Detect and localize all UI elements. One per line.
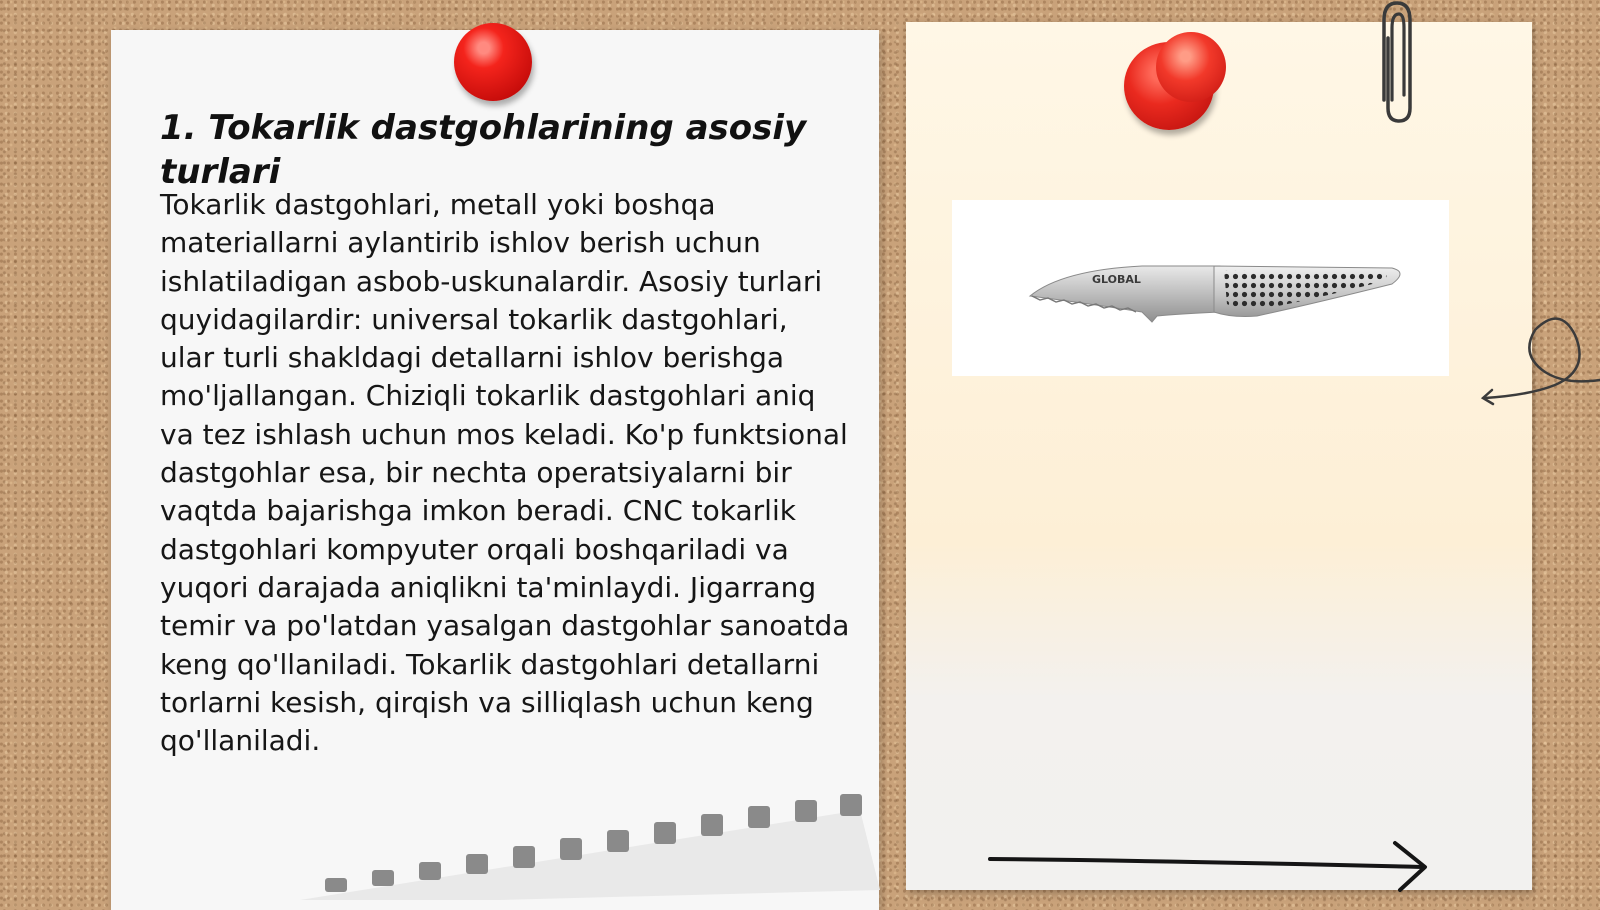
knife-brand-label: GLOBAL — [1092, 273, 1141, 286]
paperclip-icon — [1372, 0, 1422, 125]
slide-body-text: Tokarlik dastgohlari, metall yoki boshqa materiallarni aylantirib ishlov berish uchun ishlatiladigan asbob-uskunalardir. Asosiy turlari quyidagilardir: universal tokarlik dastgohlari, ular turli shakldagi detallarni ishlov berishga mo'ljallangan. Chiziqli tokarlik dastgohlari aniq va tez ishlash uchun mos keladi. Ko'p funktsional dastgohlar esa, bir nechta operatsiyalarni bir vaqtda bajarishga imkon beradi. CNC tokarlik dastgohlari kompyuter orqali boshqariladi va yuqori darajada aniqlikni ta'minlaydi. Jigarrang temir va po'latdan yasalgan dastgohlar sanoatda keng qo'llaniladi. Tokarlik dastgohlari detallarni torlarni kesish, qirqish va silliqlash uchun keng qo'llaniladi. — [160, 188, 850, 758]
loop-arrow-doodle-icon — [1480, 310, 1600, 410]
red-pushpin-icon — [454, 23, 532, 101]
right-arrow-doodle-icon — [985, 835, 1445, 895]
slide-title: 1. Tokarlik dastgohlarining asosiy turlari — [160, 108, 807, 192]
torn-tape-strip-icon — [300, 790, 890, 900]
right-paper-note — [906, 22, 1532, 890]
knife-image — [952, 200, 1449, 376]
red-pushpin-icon — [1156, 32, 1226, 102]
knife-image-frame — [952, 200, 1449, 376]
